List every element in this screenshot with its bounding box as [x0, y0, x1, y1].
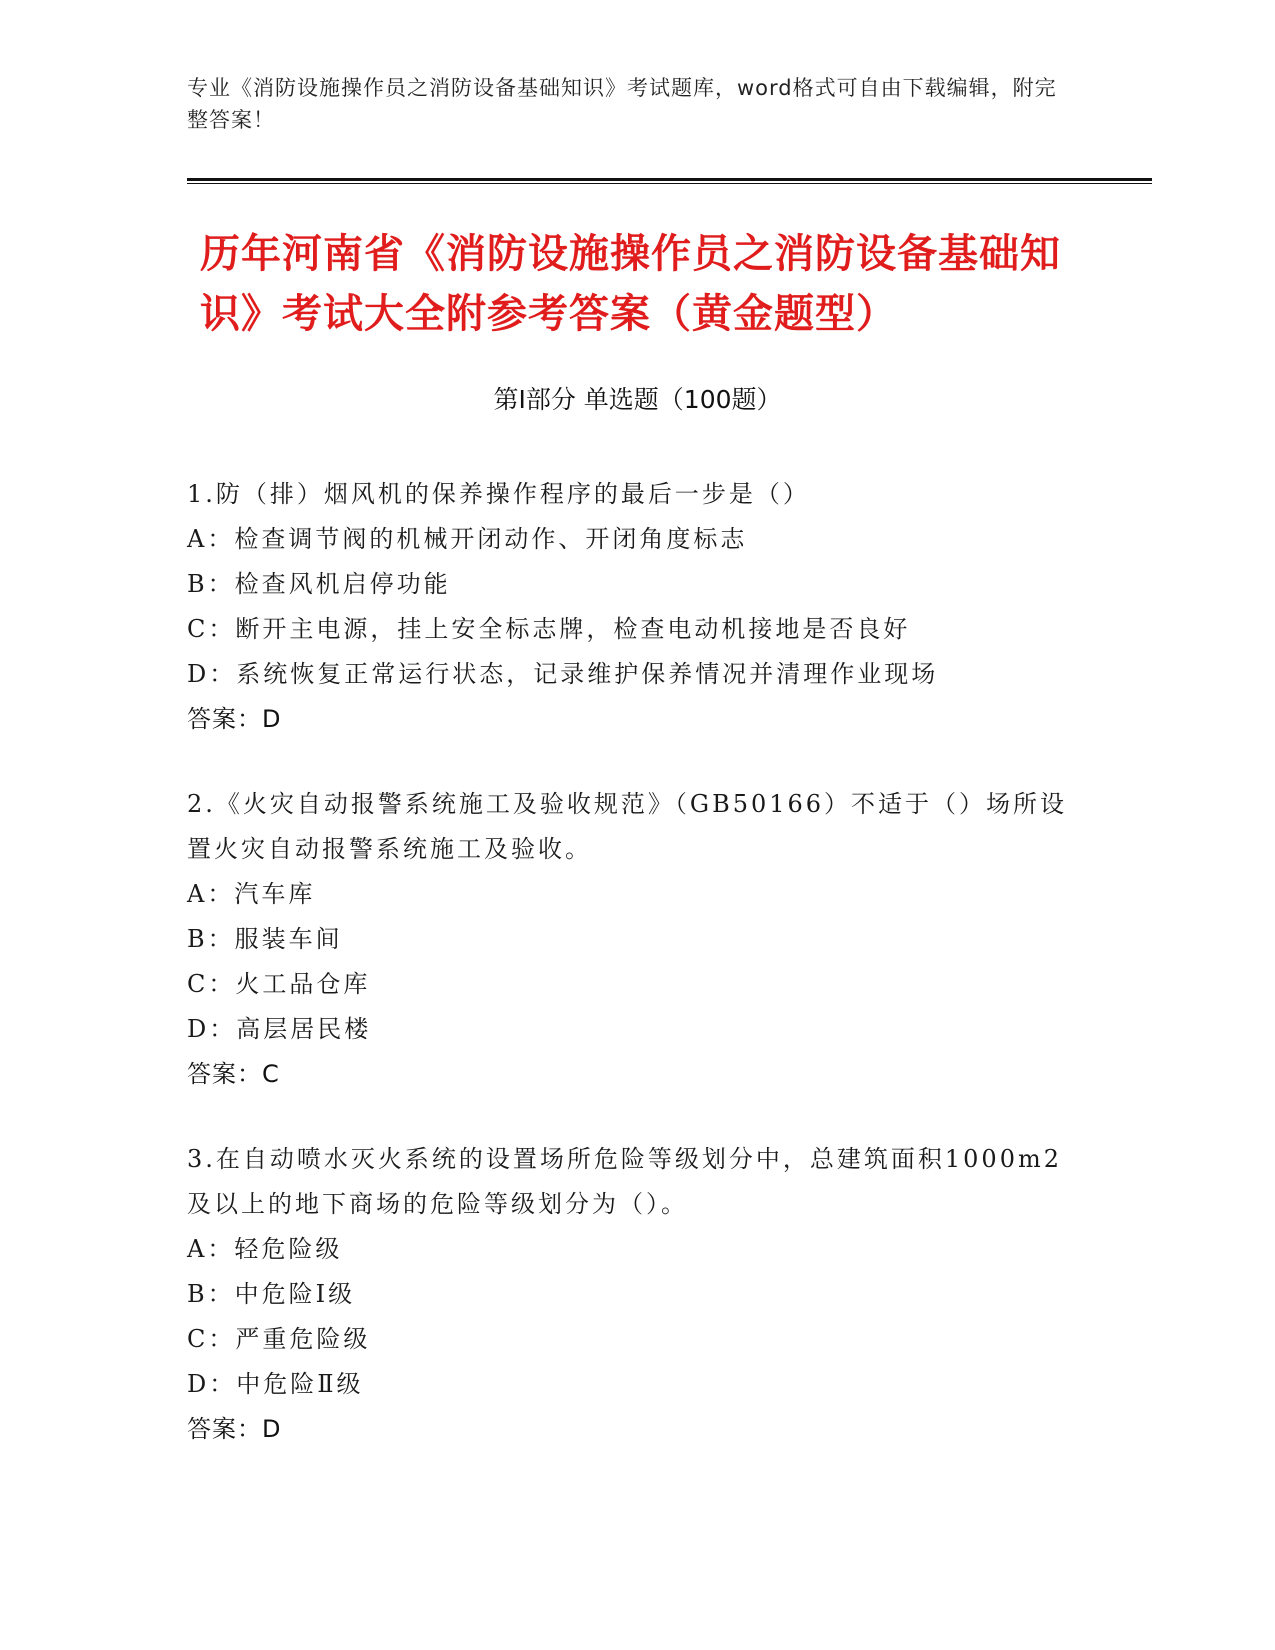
question-text: 2.《火灾自动报警系统施工及验收规范》（GB50166）不适于（）场所设置火灾自动报警系统施工及验收。 [187, 790, 1068, 863]
header-rule-thick [187, 178, 1152, 181]
question-item [187, 1137, 1087, 1452]
option-a: A：轻危险级 [187, 1235, 343, 1263]
option-a: A：检查调节阀的机械开闭动作、开闭角度标志 [187, 525, 748, 553]
answer-line: 答案：D [187, 705, 282, 733]
document-title: 历年河南省《消防设施操作员之消防设备基础知识》考试大全附参考答案（黄金题型） [200, 231, 1061, 337]
option-c: C：断开主电源，挂上安全标志牌，检查电动机接地是否良好 [187, 615, 911, 643]
answer-line: 答案：C [187, 1060, 280, 1088]
question-text: 1.防（排）烟风机的保养操作程序的最后一步是（） [187, 480, 810, 508]
option-c: C：火工品仓库 [187, 970, 371, 998]
question-list [187, 472, 1087, 1492]
question-item [187, 782, 1087, 1097]
option-b: B：服装车间 [187, 925, 343, 953]
header-rule-thin [187, 183, 1152, 184]
section-title: 第I部分 单选题（100题） [493, 385, 782, 414]
answer-line: 答案：D [187, 1415, 282, 1443]
option-d: D：高层居民楼 [187, 1015, 372, 1043]
question-text: 3.在自动喷水灭火系统的设置场所危险等级划分中，总建筑面积1000m2及以上的地下商场的危险等级划分为（）。 [187, 1145, 1063, 1218]
option-d: D：系统恢复正常运行状态，记录维护保养情况并清理作业现场 [187, 660, 939, 688]
option-a: A：汽车库 [187, 880, 316, 908]
option-b: B：检查风机启停功能 [187, 570, 451, 598]
option-c: C：严重危险级 [187, 1325, 371, 1353]
question-item [187, 472, 1087, 742]
option-b: B：中危险Ⅰ级 [187, 1280, 356, 1308]
option-d: D：中危险Ⅱ级 [187, 1370, 364, 1398]
header-note: 专业《消防设施操作员之消防设备基础知识》考试题库，word格式可自由下载编辑，附完整答案！ [187, 76, 1057, 132]
